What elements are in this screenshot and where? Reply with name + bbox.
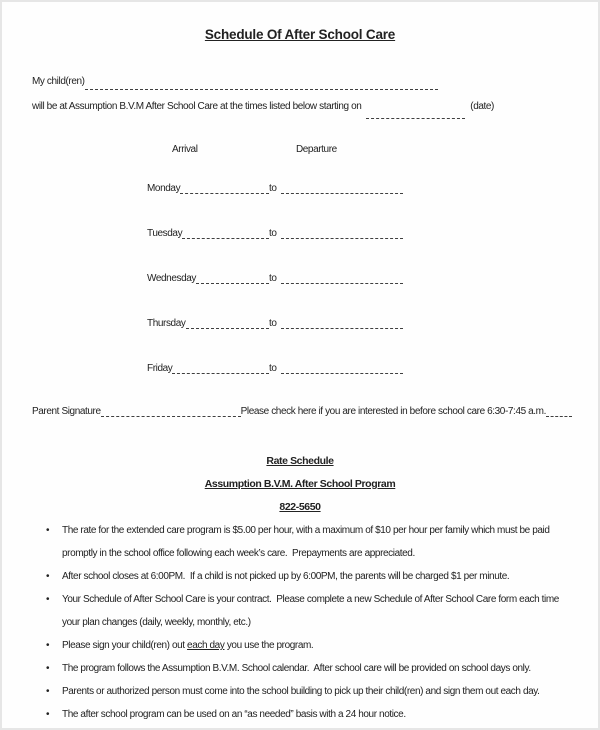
day-row-friday [147, 362, 405, 375]
each-day-underlined: each day [187, 640, 225, 651]
day-row-tuesday [147, 227, 405, 240]
day-row-thursday [147, 317, 405, 330]
schedule-header-row [172, 143, 598, 156]
signature-row [32, 405, 572, 418]
day-label: Friday [147, 363, 173, 374]
intro-section [32, 69, 568, 119]
monday-arrival-blank [180, 193, 269, 194]
wednesday-departure-blank [281, 283, 403, 284]
thursday-departure-blank [281, 328, 403, 329]
tuesday-departure-blank [281, 238, 403, 239]
rate-schedule-heading: Rate Schedule [266, 455, 334, 467]
thursday-arrival-blank [186, 328, 270, 329]
arrival-header: Arrival [172, 144, 198, 155]
tuesday-arrival-blank [182, 238, 269, 239]
to-label: to [269, 273, 277, 284]
date-label: (date) [470, 101, 494, 112]
friday-arrival-blank [172, 373, 269, 374]
before-care-note: Please check here if you are interested in before school care 6:30-7:45 a.m. [240, 406, 546, 417]
schedule-days [147, 182, 598, 375]
friday-departure-blank [281, 373, 403, 374]
children-label: My child(ren) [32, 76, 85, 87]
wednesday-arrival-blank [196, 283, 269, 284]
start-date-blank [366, 118, 465, 119]
bullet-item: • Parents or authorized person must come into the school building to pick up their child(ren) and sign them out each day. [32, 680, 570, 703]
day-label: Tuesday [147, 228, 183, 239]
day-label: Monday [147, 183, 181, 194]
bullet-item: • The after school program can be used on an “as needed” basis with a 24 hour notice. [32, 703, 570, 726]
bullet-item: • The rate for the extended care program is $5.00 per hour, with a maximum of $10 per hour per family which must be paid promptly in the school office following each week’s care. Prepayments are appreciated. [32, 519, 570, 565]
rate-bullet-list [32, 519, 570, 726]
rate-schedule-header [2, 450, 598, 519]
bullet-item: • After school closes at 6:00PM. If a child is not picked up by 6:00PM, the parents will be charged $1 per minute. [32, 565, 570, 588]
day-row-wednesday [147, 272, 405, 285]
bullet-item: • The program follows the Assumption B.V.M. School calendar. After school care will be provided on school days only. [32, 657, 570, 680]
children-line [32, 69, 438, 94]
day-label: Thursday [147, 318, 186, 329]
children-name-blank [85, 89, 438, 90]
parent-signature-blank [101, 416, 241, 417]
before-care-check-blank [546, 416, 572, 417]
to-label: to [269, 363, 277, 374]
starting-line-text: will be at Assumption B.V.M After School Care at the times listed below starting on [32, 101, 362, 112]
departure-header: Departure [295, 144, 337, 155]
to-label: to [269, 318, 277, 329]
page-title: Schedule Of After School Care [204, 27, 396, 42]
parent-signature-label: Parent Signature [32, 406, 101, 417]
bullet-item: • Please sign your child(ren) out each day you use the program. [32, 634, 570, 657]
monday-departure-blank [281, 193, 403, 194]
day-row-monday [147, 182, 405, 195]
starting-line [32, 94, 494, 119]
phone-number: 822-5650 [279, 501, 321, 513]
to-label: to [269, 183, 277, 194]
to-label: to [269, 228, 277, 239]
day-label: Wednesday [147, 273, 197, 284]
bullet-item: • Your Schedule of After School Care is your contract. Please complete a new Schedule of After School Care form each time your plan changes (daily, weekly, monthly, etc.) [32, 588, 570, 634]
program-name-heading: Assumption B.V.M. After School Program [204, 478, 396, 490]
